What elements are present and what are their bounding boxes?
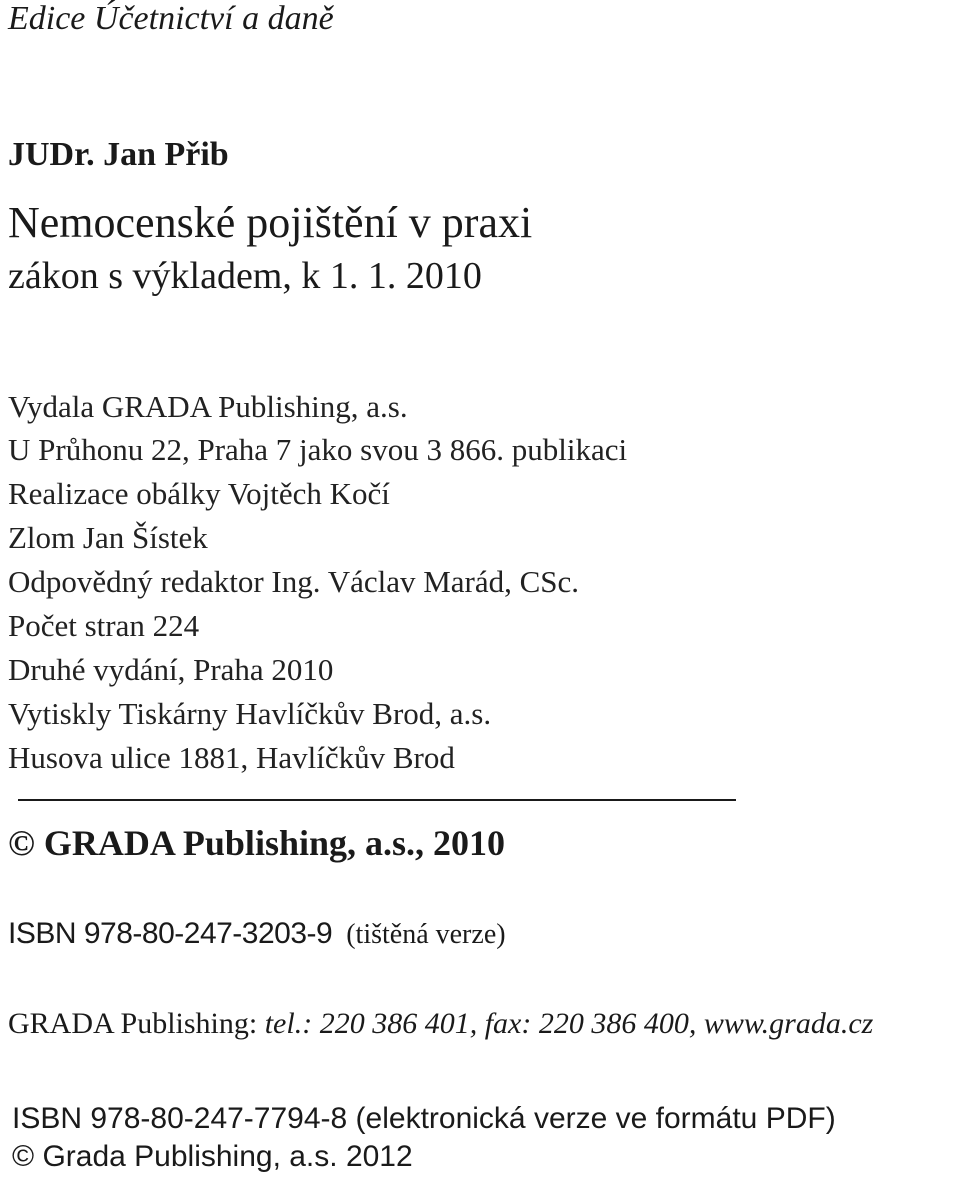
imprint-line: Zlom Jan Šístek <box>8 520 208 555</box>
publisher-contact <box>8 1007 873 1041</box>
imprint-line: Druhé vydání, Praha 2010 <box>8 652 334 687</box>
isbn-print-note: (tištěná verze) <box>346 919 506 950</box>
imprint-line: U Průhonu 22, Praha 7 jako svou 3 866. publikaci <box>8 432 628 467</box>
copyright-electronic: © Grada Publishing, a.s. 2012 <box>12 1140 413 1173</box>
imprint-line: Odpovědný redaktor Ing. Václav Marád, CSc. <box>8 564 580 599</box>
book-subtitle: zákon s výkladem, k 1. 1. 2010 <box>8 255 482 297</box>
imprint-line: Vydala GRADA Publishing, a.s. <box>8 389 408 424</box>
isbn-print-number: ISBN 978-80-247-3203-9 <box>8 917 333 950</box>
imprint-line: Počet stran 224 <box>8 608 200 643</box>
divider-rule <box>18 799 736 801</box>
series-name: Edice Účetnictví a daně <box>8 0 334 37</box>
copyright-notice: © GRADA Publishing, a.s., 2010 <box>8 823 506 863</box>
author-name: JUDr. Jan Přib <box>8 136 229 173</box>
book-title: Nemocenské pojištění v praxi <box>8 198 533 247</box>
isbn-print <box>8 917 506 951</box>
imprint-line: Husova ulice 1881, Havlíčkův Brod <box>8 740 455 775</box>
isbn-electronic: ISBN 978-80-247-7794-8 (elektronická verze ve formátu PDF) <box>12 1102 836 1135</box>
contact-details: tel.: 220 386 401, fax: 220 386 400, www.grada.cz <box>264 1007 874 1040</box>
imprint-line: Realizace obálky Vojtěch Kočí <box>8 476 390 511</box>
contact-company: GRADA Publishing: <box>8 1007 265 1040</box>
imprint-line: Vytiskly Tiskárny Havlíčkův Brod, a.s. <box>8 696 492 731</box>
